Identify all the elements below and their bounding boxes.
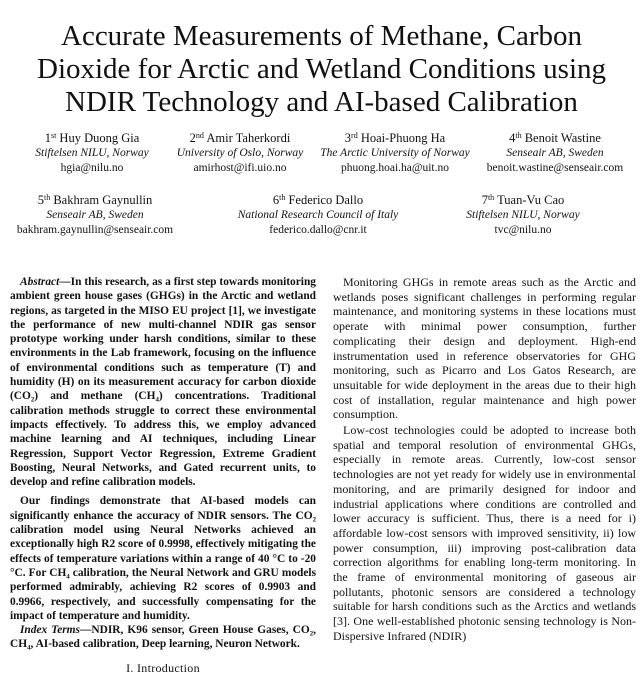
index-terms-text: —NDIR, K96 sensor, Green House Gases, CO₂, CH₄, AI-based calibration, Deep learning, Neuron Network. <box>10 624 316 651</box>
author-name: 7th Tuan-Vu Cao <box>481 193 565 207</box>
author-name: 2nd Amir Taherkordi <box>189 131 291 145</box>
abstract-text: —In this research, as a first step towards monitoring ambient green house gases (GHGs) in the Arctic and wetland regions, as targeted in the MISO EU project [1], we investigate the performance of new multi-channel NDIR gas sensor prototype working under harsh conditions, similar to these environments in the Lab framework, focusing on the influence of environmental conditions such as temperature (T) and humidity (H) on its measurement accuracy for carbon dioxide (CO₂) and methane (CH₄) concentrations. Traditional calibration methods struggle to correct these environmental impacts effectively. To address this, we employ advanced machine learning and AI techniques, including Linear Regression, Support Vector Regression, Extreme Gradient Boosting, Neural Networks, and Gated recurrent units, to develop and refine calibration models. <box>10 276 316 489</box>
intro-paragraph: Monitoring GHGs in remote areas such as the Arctic and wetlands poses significant challenges in performing regular maintenance, and monitoring systems in these locations must operate with minimal power consumption, further complicating their design and deployment. High-end instrumentation used in reference observatories for GHG monitoring, such as Picarro and Los Gatos Research, are unsuitable for wide deployment in the areas due to their high cost of installation, regular maintenance and high power consumption. <box>333 275 636 422</box>
author-block-7 <box>448 193 598 238</box>
author-block-5 <box>2 193 188 238</box>
section-heading: I. Introduction <box>126 660 200 675</box>
author-email: benoit.wastine@senseair.com <box>486 162 624 174</box>
author-name: 3rd Hoai-Phuong Ha <box>344 131 446 145</box>
right-column <box>333 275 636 644</box>
author-affiliation: Senseair AB, Sweden <box>46 209 144 221</box>
author-name: 4th Benoit Wastine <box>509 131 601 145</box>
author-affiliation: National Research Council of Italy <box>237 209 399 221</box>
author-name: 6th Federico Dallo <box>272 193 364 207</box>
author-name: 1st Huy Duong Gia <box>44 131 140 145</box>
abstract-label: Abstract <box>20 276 60 288</box>
findings-paragraph: Our findings demonstrate that AI-based models can significantly enhance the accuracy of NDIR sensors. The CO₂ calibration model using Neural Networks achieved an exceptionally high R2 score of 0.9998, effectively mitigating the effects of temperature variations within a range of 40 °C to -20 °C. For CH₄ calibration, the Neural Network and GRU models performed admirably, achieving R2 scores of 0.9903 and 0.9966, respectively, and successfully compensating for the impact of temperature and humidity. <box>10 495 316 622</box>
author-affiliation: University of Oslo, Norway <box>176 147 304 159</box>
author-email: phuong.hoai.ha@uit.no <box>340 162 449 174</box>
author-block-4 <box>480 131 630 176</box>
abstract-paragraph <box>10 275 316 489</box>
author-affiliation: The Arctic University of Norway <box>320 147 470 159</box>
author-block-1 <box>22 131 162 176</box>
author-affiliation: Stiftelsen NILU, Norway <box>35 147 149 159</box>
author-email: amirhost@ifi.uio.no <box>193 162 287 174</box>
author-block-6 <box>218 193 418 238</box>
intro-paragraph: Low-cost technologies could be adopted to increase both spatial and temporal resolution of environmental GHGs, especially in remote areas. Currently, low-cost sensor technologies are not yet ready for widely use in environmental monitoring, and are primarily designed for indoor and industrial applications where conditions are controlled and lower accuracy is sufficient. Thus, there is a need for i) affordable low-cost sensors with improved sensitivity, ii) low power consumption, iii) improving post-calibration data correction algorithms for enabling long-term monitoring. In the frame of environmental monitoring of gaseous air pollutants, photonic sensors are considered a technology suitable for harsh conditions such as the Arctics and wetlands [3]. One well-established photonic sensing technology is Non-Dispersive Infrared (NDIR) <box>333 423 636 643</box>
author-email: tvc@nilu.no <box>494 224 552 236</box>
author-email: bakhram.gaynullin@senseair.com <box>16 224 174 236</box>
author-block-2 <box>170 131 310 176</box>
paper-title: Accurate Measurements of Methane, Carbon Dioxide for Arctic and Wetland Conditions using NDIR Technology and AI-based Calibration <box>37 20 606 118</box>
author-name: 5th Bakhram Gaynullin <box>37 193 153 207</box>
index-terms <box>10 623 316 652</box>
index-terms-label: Index Terms <box>20 624 80 637</box>
author-email: hgia@nilu.no <box>60 162 124 174</box>
author-affiliation: Senseair AB, Sweden <box>506 147 604 159</box>
left-column <box>10 275 316 675</box>
author-block-3 <box>315 131 475 176</box>
author-affiliation: Stiftelsen NILU, Norway <box>466 209 580 221</box>
author-email: federico.dallo@cnr.it <box>269 224 367 236</box>
